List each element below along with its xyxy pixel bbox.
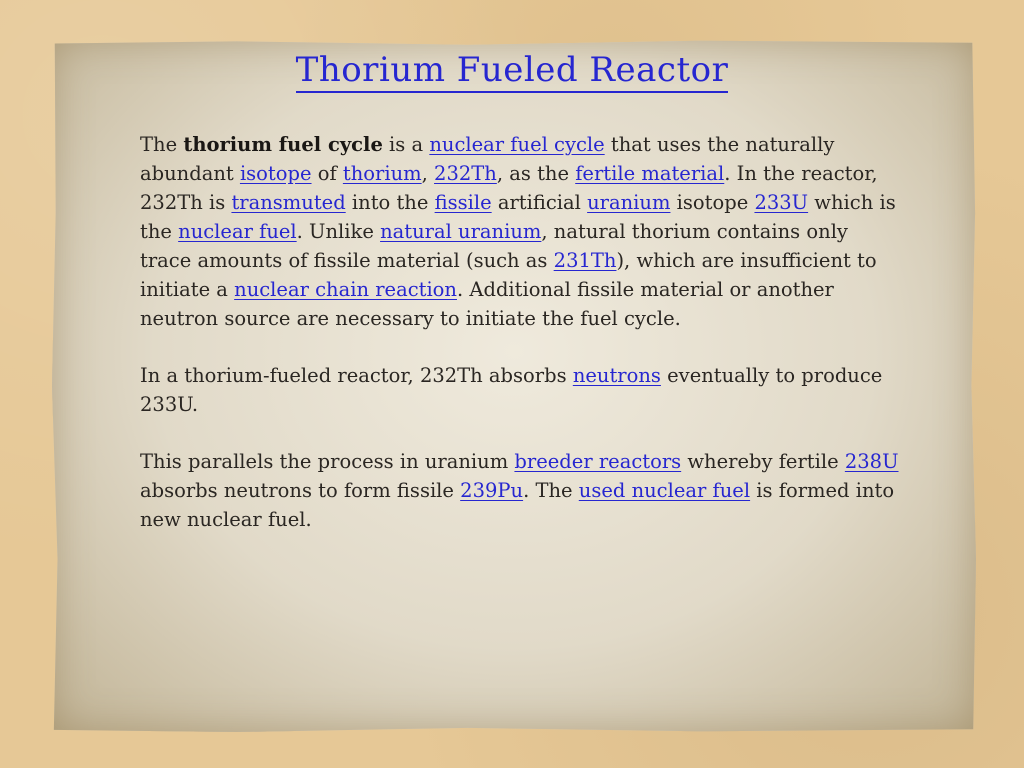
text-run: , as the [496,162,576,185]
link-nuclear-chain-reaction[interactable]: nuclear chain reaction [234,278,457,301]
link-isotope[interactable]: isotope [239,162,312,185]
text-run: isotope [670,191,755,214]
paragraph-thorium-reactor [140,361,900,419]
paragraph-thorium-fuel-cycle [140,130,900,333]
text-run: . The [523,479,579,502]
slide-title[interactable] [0,50,1024,90]
text-run: , natural thorium contains only trace amounts of fissile material (such as [140,220,848,272]
text-run: is a [382,133,430,156]
link-239pu[interactable]: 239Pu [460,479,524,502]
link-thorium[interactable]: thorium [342,162,422,185]
text-run: This parallels the process in uranium [140,450,515,473]
text-run: . Additional fissile material or another neutron source are necessary to initiate the fuel cycle. [140,278,834,330]
text-run: which is the [140,191,896,243]
link-nuclear-fuel[interactable]: nuclear fuel [178,220,297,243]
link-used-nuclear-fuel[interactable]: used nuclear fuel [578,479,751,502]
link-transmuted[interactable]: transmuted [231,191,346,214]
link-238u[interactable]: 238U [844,450,899,473]
link-uranium[interactable]: uranium [587,191,671,214]
link-fissile[interactable]: fissile [434,191,492,214]
link-neutrons[interactable]: neutrons [572,364,661,387]
text-run: whereby fertile [681,450,845,473]
link-nuclear-fuel-cycle[interactable]: nuclear fuel cycle [429,133,605,156]
text-run: , [421,162,435,185]
link-natural-uranium[interactable]: natural uranium [380,220,542,243]
text-run: into the [345,191,435,214]
link-232th[interactable]: 232Th [434,162,497,185]
link-231th[interactable]: 231Th [553,249,617,272]
link-fertile-material[interactable]: fertile material [575,162,725,185]
text-run: ), which are insufficient to initiate a [140,249,877,301]
text-run: that uses the naturally abundant [140,133,835,185]
text-run: . In the reactor, 232Th is [140,162,878,214]
bold-term-thorium-fuel-cycle: thorium fuel cycle [183,133,383,156]
slide-title-text[interactable]: Thorium Fueled Reactor [296,50,729,93]
link-breeder-reactors[interactable]: breeder reactors [514,450,682,473]
paragraph-breeder-parallel [140,447,900,534]
text-run: artificial [491,191,588,214]
text-run: . Unlike [296,220,381,243]
slide-body [140,130,900,562]
text-run: The [140,133,184,156]
text-run: eventually to produce 233U. [140,364,883,416]
text-run: absorbs neutrons to form fissile [140,479,461,502]
link-233u[interactable]: 233U [754,191,809,214]
text-run: is formed into new nuclear fuel. [140,479,895,531]
text-run: of [311,162,343,185]
text-run: In a thorium-fueled reactor, 232Th absorbs [140,364,573,387]
